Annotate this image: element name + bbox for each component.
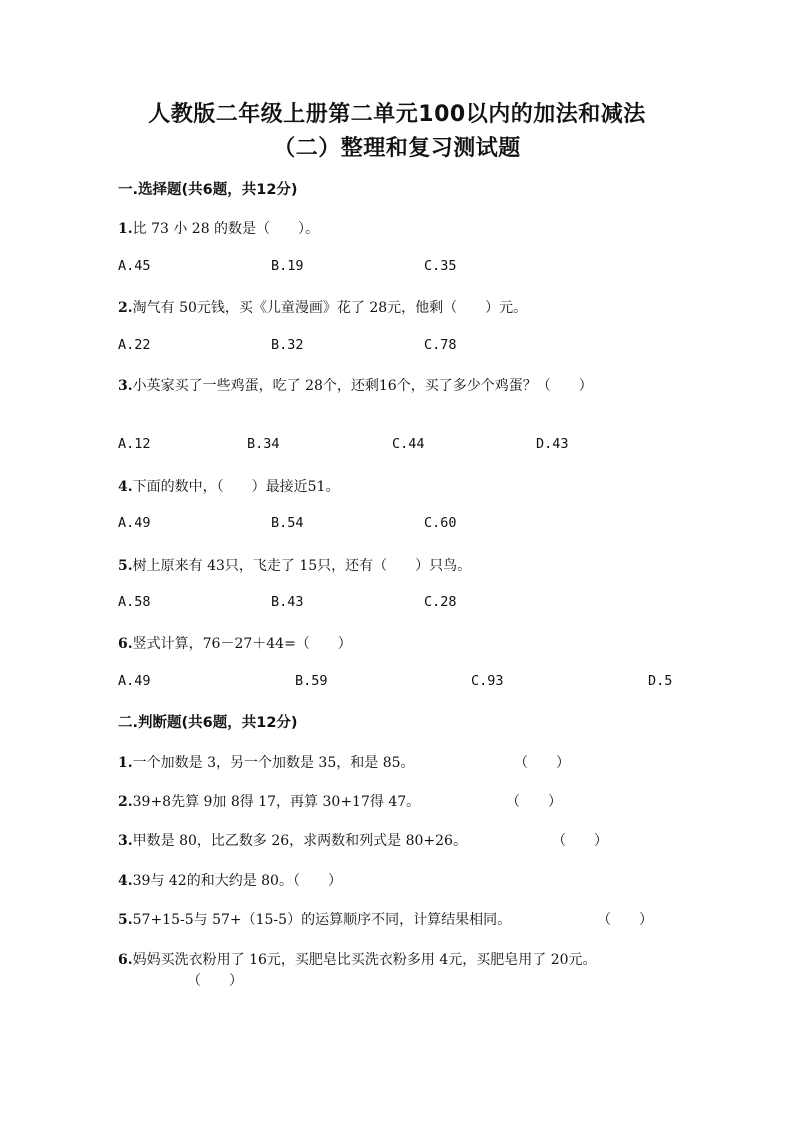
question-number: 4. bbox=[118, 873, 133, 889]
question-text: 甲数是 80，比乙数多 26，求两数和列式是 80+26。 bbox=[132, 833, 467, 849]
option-c: C.28 bbox=[424, 594, 457, 610]
option-a: A.49 bbox=[118, 515, 151, 531]
question-2 bbox=[118, 297, 527, 317]
answer-paren[interactable]: （ ） bbox=[514, 755, 570, 771]
question-4 bbox=[118, 476, 339, 496]
judge-question-2 bbox=[118, 791, 420, 811]
section-heading-judge: 二.判断题(共6题，共12分) bbox=[118, 715, 298, 731]
option-c: C.44 bbox=[392, 436, 425, 452]
page-title-line2: （二）整理和复习测试题 bbox=[273, 136, 521, 161]
question-3 bbox=[118, 375, 593, 395]
option-b: B.32 bbox=[271, 337, 304, 353]
judge-question-5 bbox=[118, 909, 511, 929]
judge-question-6 bbox=[118, 949, 597, 969]
question-text: 树上原来有 43只，飞走了 15只，还有（ ）只鸟。 bbox=[132, 558, 472, 574]
question-text: 57+15-5与 57+（15-5）的运算顺序不同，计算结果相同。 bbox=[132, 912, 512, 928]
question-5 bbox=[118, 555, 471, 575]
question-text: 一个加数是 3，另一个加数是 35，和是 85。 bbox=[132, 755, 415, 771]
question-1 bbox=[118, 218, 319, 238]
question-text: 妈妈买洗衣粉用了 16元，买肥皂比买洗衣粉多用 4元，买肥皂用了 20元。 bbox=[132, 952, 597, 968]
option-c: C.60 bbox=[424, 515, 457, 531]
question-text: 竖式计算，76－27＋44=（ ） bbox=[132, 636, 352, 652]
judge-question-4 bbox=[118, 870, 342, 890]
option-c: C.78 bbox=[424, 337, 457, 353]
option-a: A.58 bbox=[118, 594, 151, 610]
question-number: 5. bbox=[118, 912, 133, 928]
question-text: 下面的数中，（ ）最接近51。 bbox=[132, 479, 340, 495]
question-number: 6. bbox=[118, 636, 133, 652]
question-number: 2. bbox=[118, 794, 133, 810]
question-number: 3. bbox=[118, 833, 133, 849]
question-number: 5. bbox=[118, 558, 133, 574]
section-heading-choice: 一.选择题(共6题，共12分) bbox=[118, 182, 298, 198]
question-text: 小英家买了一些鸡蛋，吃了 28个，还剩16个，买了多少个鸡蛋？（ ） bbox=[132, 378, 593, 394]
option-a: A.45 bbox=[118, 258, 151, 274]
question-6 bbox=[118, 633, 352, 653]
answer-paren[interactable]: （ ） bbox=[187, 973, 243, 989]
question-number: 4. bbox=[118, 479, 133, 495]
question-number: 2. bbox=[118, 300, 133, 316]
option-a: A.49 bbox=[118, 673, 151, 689]
answer-paren[interactable]: （ ） bbox=[552, 833, 608, 849]
option-a: A.22 bbox=[118, 337, 151, 353]
question-number: 1. bbox=[118, 755, 133, 771]
answer-paren[interactable]: （ ） bbox=[506, 794, 562, 810]
option-c: C.35 bbox=[424, 258, 457, 274]
option-d: D.43 bbox=[536, 436, 569, 452]
page-title-line1: 人教版二年级上册第二单元100以内的加法和减法 bbox=[148, 102, 646, 127]
question-text: 淘气有 50元钱，买《儿童漫画》花了 28元，他剩（ ）元。 bbox=[132, 300, 528, 316]
option-b: B.19 bbox=[271, 258, 304, 274]
question-text: 39+8先算 9加 8得 17，再算 30+17得 47。 bbox=[132, 794, 421, 810]
option-b: B.34 bbox=[247, 436, 280, 452]
option-b: B.43 bbox=[271, 594, 304, 610]
option-a: A.12 bbox=[118, 436, 151, 452]
option-c: C.93 bbox=[471, 673, 504, 689]
option-b: B.59 bbox=[295, 673, 328, 689]
question-number: 1. bbox=[118, 221, 133, 237]
judge-question-3 bbox=[118, 830, 467, 850]
option-d: D.5 bbox=[648, 673, 673, 689]
question-number: 3. bbox=[118, 378, 133, 394]
judge-question-1 bbox=[118, 752, 415, 772]
answer-paren[interactable]: （ ） bbox=[597, 912, 653, 928]
question-number: 6. bbox=[118, 952, 133, 968]
question-text: 39与 42的和大约是 80。（ ） bbox=[132, 873, 342, 889]
question-text: 比 73 小 28 的数是（ ）。 bbox=[132, 221, 320, 237]
option-b: B.54 bbox=[271, 515, 304, 531]
